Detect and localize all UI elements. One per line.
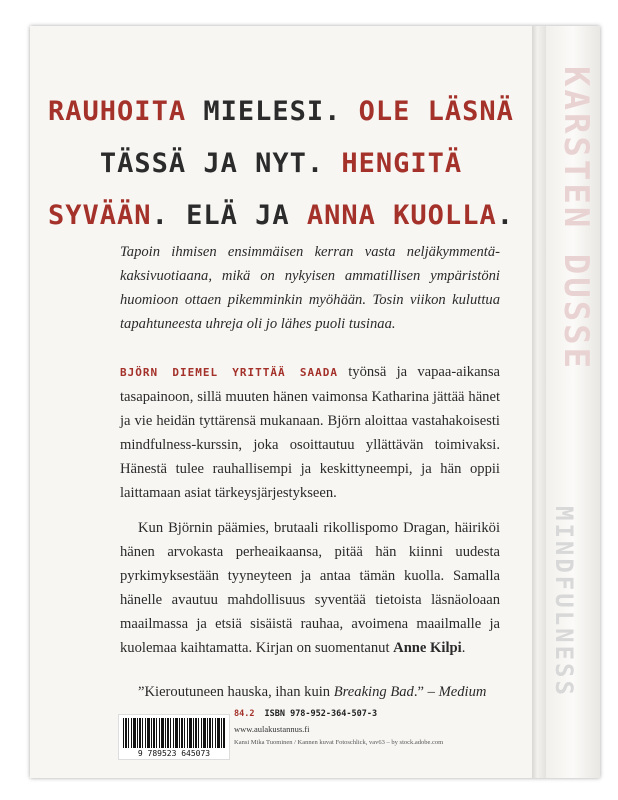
isbn-line	[234, 709, 377, 719]
publisher-website: www.aulakustannus.fi	[234, 724, 310, 734]
cover-hinge	[532, 26, 546, 778]
quote-text: ”Kieroutuneen hauska, ihan kuin	[138, 684, 334, 700]
blurb-paragraph-1	[120, 360, 500, 505]
blurb-text: Kun Björnin päämies, brutaali rikollispomo Dragan, häiriköi hänen arvokasta perheaikaansa, pitää hän kiinni uudesta pyrkimyksestään tyyneyteen ja antaa tämän kuolla. Samalla hänelle avautuu mahdollisuus syventää tietoista läsnäoloaan maailmassa ja etsiä sisäistä rauhaa, avoimena maailmalle ja kuolemaa kaihtamatta. Kirjan on suomentanut	[120, 520, 500, 656]
blurb-end: .	[461, 640, 466, 656]
cover-credits: Kansi Mika Tuominen / Kannen kuvat Fotoschlick, vav63 – by stock.adobe.com	[234, 739, 444, 746]
book-back-cover	[30, 26, 600, 778]
isbn-barcode	[118, 714, 230, 760]
headline-line-2	[30, 148, 532, 179]
headline-word: TÄSSÄ JA NYT.	[99, 148, 342, 179]
headline-word: HENGITÄ	[341, 148, 463, 179]
headline-word: MIELESI.	[186, 96, 359, 127]
barcode-number: 9 789523 645073	[137, 749, 211, 758]
blurb-text: työnsä ja vapaa-aikansa tasapainoon, sillä muuten hänen vaimonsa Katharina jättää hänet ja vie heidän tyttärensä mukanaan. Björn aloittaa vastahakoisesti mindfulness-kurssin, joka osoittautuu yllättävän toimivaksi. Hänestä tulee rauhallisempi ja keskittyneempi, ja hän oppii laittamaan asiat tärkeysjärjestykseen.	[120, 364, 500, 501]
spine-title: MINDFULNESS	[550, 506, 578, 698]
translator-name: Anne Kilpi	[393, 640, 462, 656]
headline-word: ANNA KUOLLA	[306, 200, 497, 231]
back-cover-panel	[30, 26, 532, 778]
spine-author: KARSTEN DUSSE	[556, 66, 596, 372]
quote-source: Medium	[438, 684, 487, 700]
isbn-text: ISBN 978-952-364-507-3	[264, 709, 378, 719]
quote-close: .” –	[413, 684, 439, 700]
quote-title: Breaking Bad	[333, 684, 414, 700]
blurb-paragraph-2	[120, 516, 500, 660]
blurb-lead-caps: BJÖRN DIEMEL YRITTÄÄ SAADA	[120, 366, 338, 379]
barcode-bars	[123, 718, 225, 748]
headline-line-1	[30, 96, 532, 127]
headline-word: SYVÄÄN	[48, 200, 152, 231]
classification-code: 84.2	[234, 709, 255, 719]
headline-word: . ELÄ JA	[151, 200, 307, 231]
headline-word: OLE LÄSNÄ	[358, 96, 514, 127]
headline-word: .	[496, 200, 514, 231]
review-quote	[138, 684, 486, 701]
headline-word: RAUHOITA	[48, 96, 187, 127]
intro-paragraph: Tapoin ihmisen ensimmäisen kerran vasta neljäkymmentäkaksivuotiaana, mikä on nykyisen ammatillisen ympäristöni huomioon ottaen pikemminkin myöhään. Tosin viikon kuluttua tapahtuneesta uhreja oli jo lähes puoli tusinaa.	[120, 244, 500, 332]
book-spine	[546, 26, 600, 778]
headline-line-3	[30, 200, 532, 231]
